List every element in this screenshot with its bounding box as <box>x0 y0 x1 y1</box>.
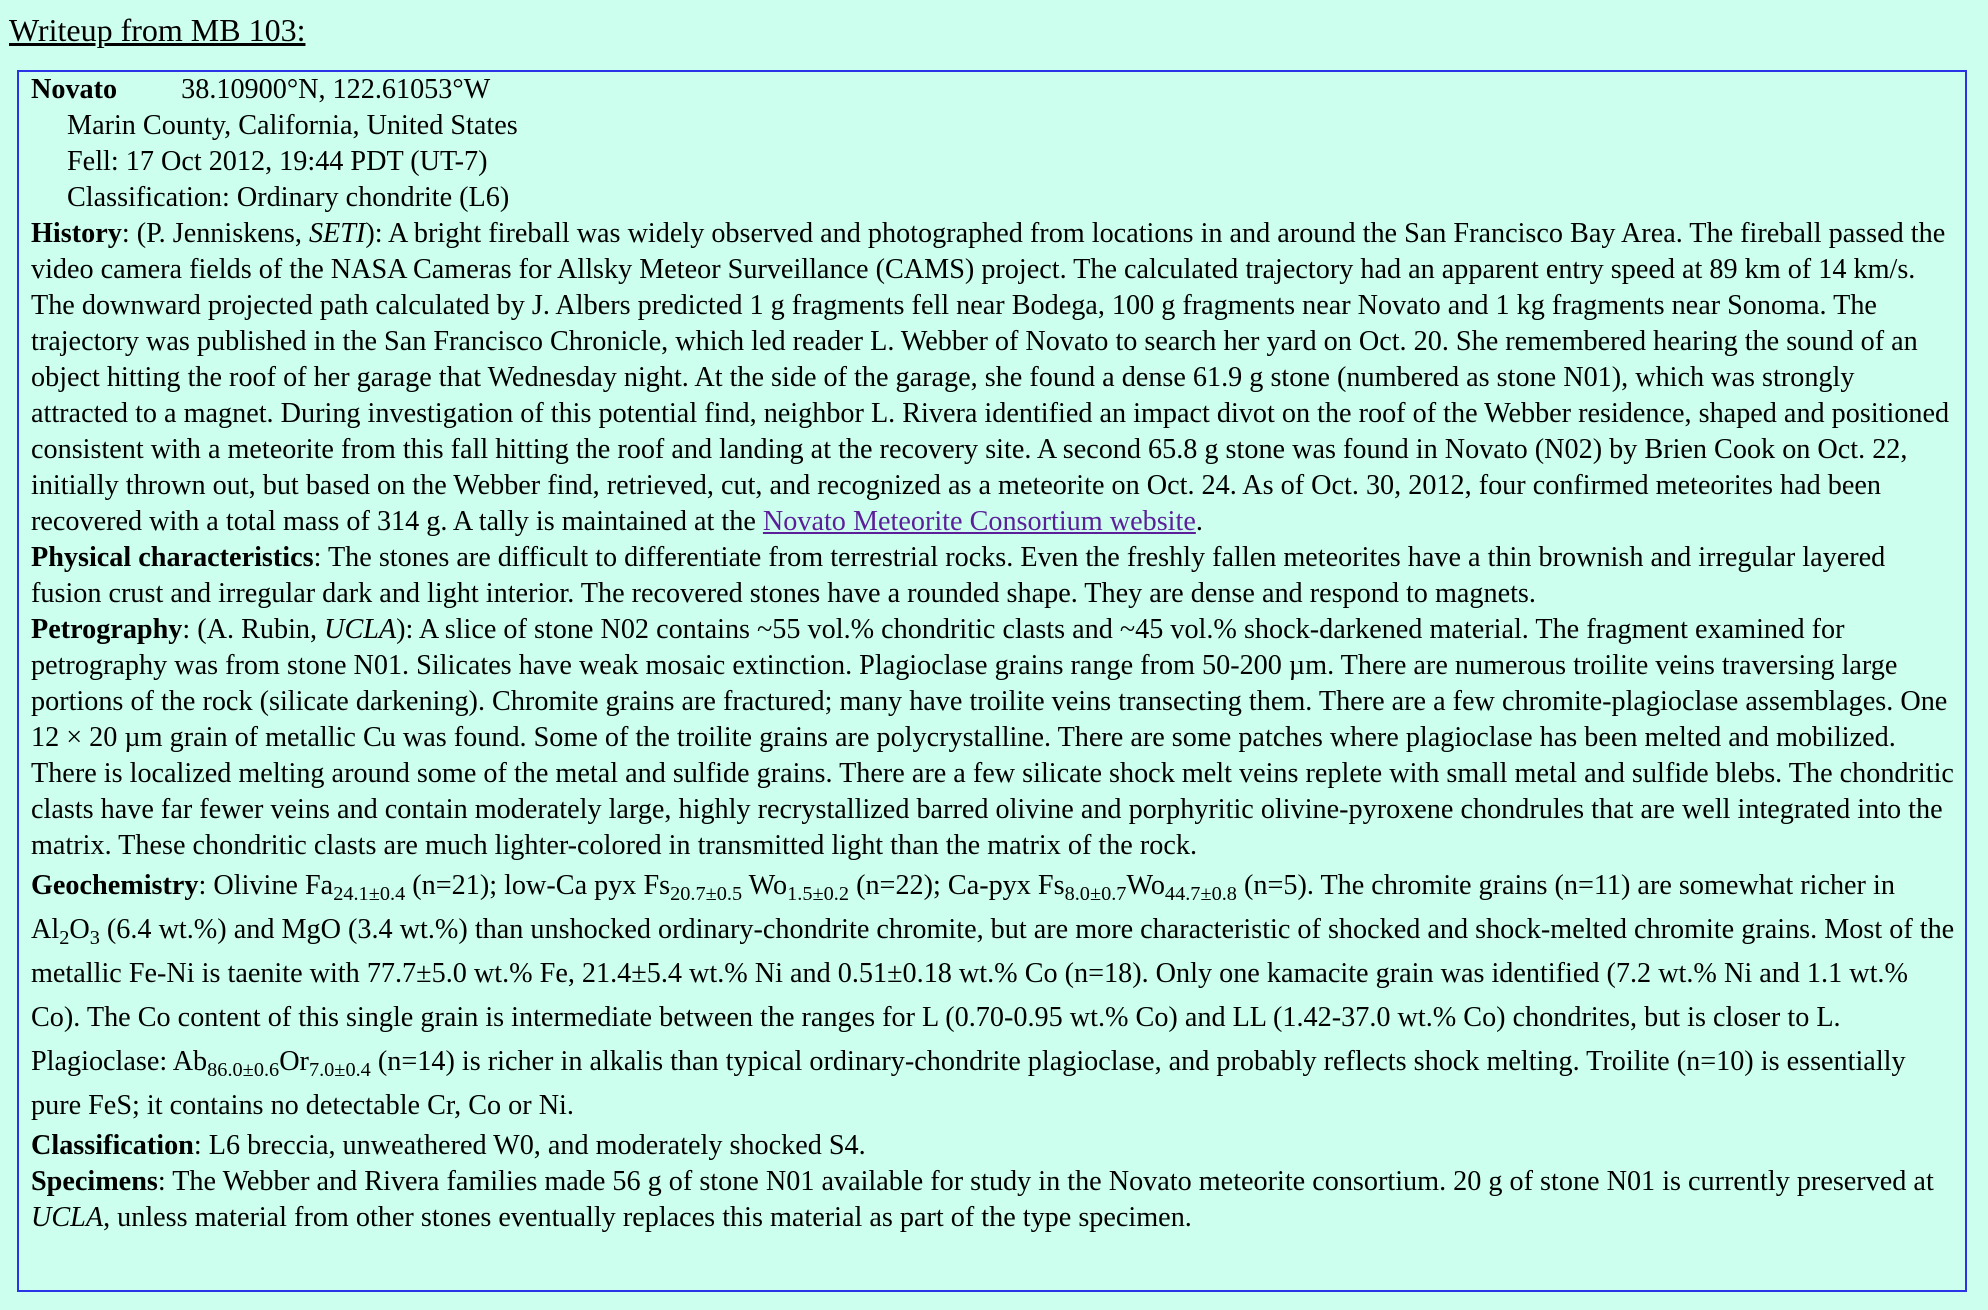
history-org: SETI <box>308 218 366 249</box>
geochemistry-text: (n=22); Ca-pyx Fs <box>849 870 1065 901</box>
subscript: 3 <box>89 927 100 950</box>
history-text: . <box>1195 506 1203 537</box>
geochemistry-text: (n=21); low-Ca pyx Fs <box>405 870 671 901</box>
page-heading: Writeup from MB 103: <box>9 12 306 48</box>
history-text: : (P. Jenniskens, <box>121 218 309 249</box>
geochemistry-text: Wo <box>742 870 788 901</box>
meteorite-header <box>31 72 1955 108</box>
history-section <box>31 216 1955 540</box>
specimens-label: Specimens <box>31 1166 158 1197</box>
geochemistry-text: (6.4 wt.%) and MgO (3.4 wt.%) than unshocked ordinary-chondrite chromite, but are more characteristic of shocked and shock-melted chromite grains. Most of the metallic Fe-Ni is taenite with 77.7±5.0 wt.% Fe, 21.4±5.4 wt.% Ni and 0.51±0.18 wt.% Co (n=18). Only one kamacite grain was identified (7.2 wt.% Ni and 1.1 wt.% Co). The Co content of this single grain is intermediate between the ranges for L (0.70-0.95 wt.% Co) and LL (1.42-37.0 wt.% Co) chondrites, but is closer to L. Plagioclase: Ab <box>31 914 1955 1077</box>
physical-text: : The stones are difficult to differentiate from terrestrial rocks. Even the freshly fallen meteorites have a thin brownish and irregular layered fusion crust and irregular dark and light interior. The recovered stones have a rounded shape. They are dense and respond to magnets. <box>31 542 1886 609</box>
petrography-label: Petrography <box>31 614 183 645</box>
meteorite-coordinates: 38.10900°N, 122.61053°W <box>181 74 491 105</box>
classification-text: : L6 breccia, unweathered W0, and moderately shocked S4. <box>193 1130 866 1161</box>
physical-label: Physical characteristics <box>31 542 314 573</box>
geochemistry-text: (n=5). The chromite grains (n=11) are somewhat richer in Al <box>31 870 1895 945</box>
subscript: 86.0±0.6 <box>207 1059 280 1082</box>
subscript: 20.7±0.5 <box>670 883 743 906</box>
specimens-section <box>31 1164 1955 1236</box>
geochemistry-text: O <box>69 914 90 945</box>
meteorite-classification: Classification: Ordinary chondrite (L6) <box>67 182 510 213</box>
physical-section <box>31 540 1955 612</box>
history-text: ): A bright fireball was widely observed and photographed from locations in and around the San Francisco Bay Area. The fireball passed the video camera fields of the NASA Cameras for Allsky Meteor Surveillance (CAMS) project. The calculated trajectory had an apparent entry speed at 89 km of 14 km/s. The downward projected path calculated by J. Albers predicted 1 g fragments fell near Bodega, 100 g fragments near Novato and 1 kg fragments near Sonoma. The trajectory was published in the San Francisco Chronicle, which led reader L. Webber of Novato to search her yard on Oct. 20. She remembered hearing the sound of an object hitting the roof of her garage that Wednesday night. At the side of the garage, she found a dense 61.9 g stone (numbered as stone N01), which was strongly attracted to a magnet. During investigation of this potential find, neighbor L. Rivera identified an impact divot on the roof of the Webber residence, shaped and positioned consistent with a meteorite from this fall hitting the roof and landing at the recovery site. A second 65.8 g stone was found in Novato (N02) by Brien Cook on Oct. 22, initially thrown out, but based on the Webber find, retrieved, cut, and recognized as a meteorite on Oct. 24. As of Oct. 30, 2012, four confirmed meteorites had been recovered with a total mass of 314 g. A tally is maintained at the <box>31 218 1950 537</box>
specimens-text: : The Webber and Rivera families made 56 g of stone N01 available for study in the Novato meteorite consortium. 20 g of stone N01 is currently preserved at <box>157 1166 1934 1197</box>
subscript: 24.1±0.4 <box>333 883 406 906</box>
geochemistry-text: Wo <box>1126 870 1165 901</box>
geochemistry-section <box>31 864 1955 1128</box>
meteorite-fell-date: Fell: 17 Oct 2012, 19:44 PDT (UT-7) <box>67 146 488 177</box>
petrography-section <box>31 612 1955 864</box>
specimens-text: , unless material from other stones eventually replaces this material as part of the type specimen. <box>103 1202 1192 1233</box>
specimens-org: UCLA <box>31 1202 104 1233</box>
classification-section <box>31 1128 1955 1164</box>
subscript: 44.7±0.8 <box>1164 883 1237 906</box>
petrography-org: UCLA <box>324 614 397 645</box>
meteorite-name: Novato <box>31 74 118 105</box>
petrography-text: ): A slice of stone N02 contains ~55 vol.% chondritic clasts and ~45 vol.% shock-darkened material. The fragment examined for petrography was from stone N01. Silicates have weak mosaic extinction. Plagioclase grains range from 50-200 µm. There are numerous troilite veins traversing large portions of the rock (silicate darkening). Chromite grains are fractured; many have troilite veins transecting them. There are a few chromite-plagioclase assemblages. One 12 × 20 µm grain of metallic Cu was found. Some of the troilite grains are polycrystalline. There are some patches where plagioclase has been melted and mobilized. There is localized melting around some of the metal and sulfide grains. There are a few silicate shock melt veins replete with small metal and sulfide blebs. The chondritic clasts have far fewer veins and contain moderately large, highly recrystallized barred olivine and porphyritic olivine-pyroxene chondrules that are well integrated into the matrix. These chondritic clasts are much lighter-colored in transmitted light than the matrix of the rock. <box>31 614 1954 861</box>
subscript: 7.0±0.4 <box>308 1059 371 1082</box>
meteorite-location: Marin County, California, United States <box>67 110 518 141</box>
petrography-text: : (A. Rubin, <box>182 614 325 645</box>
geochemistry-label: Geochemistry <box>31 870 199 901</box>
consortium-website-link[interactable]: Novato Meteorite Consortium website <box>762 506 1196 537</box>
history-label: History <box>31 218 122 249</box>
subscript: 1.5±0.2 <box>787 883 850 906</box>
subscript: 2 <box>59 927 70 950</box>
geochemistry-text: : Olivine Fa <box>198 870 334 901</box>
geochemistry-text: Or <box>279 1046 309 1077</box>
classification-label: Classification <box>31 1130 194 1161</box>
writeup-box <box>17 70 1967 1292</box>
subscript: 8.0±0.7 <box>1064 883 1127 906</box>
geochemistry-text: (n=14) is richer in alkalis than typical ordinary-chondrite plagioclase, and probably reflects shock melting. Troilite (n=10) is essentially pure FeS; it contains no detectable Cr, Co or Ni. <box>31 1046 1906 1121</box>
